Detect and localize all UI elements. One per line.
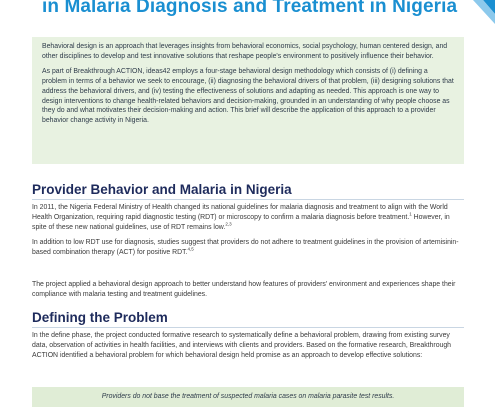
section2-paragraph-1: In the define phase, the project conducted formative research to systematically define a behavioral problem, drawing from existing survey data, observation of activities in health facilities, and interviews with clients and providers. Based on the formative research, Breakthrough ACTION identified a behavioral problem for which behavioral design held promise as an approach to develop effective solutions: bbox=[32, 332, 452, 359]
problem-callout-text: Providers do not base the treatment of suspected malaria cases on malaria parasite test results. bbox=[101, 393, 395, 400]
reference-marker: 1 bbox=[409, 211, 412, 217]
corner-decoration bbox=[455, 0, 495, 30]
section-divider bbox=[32, 327, 464, 328]
section1-paragraph-1 bbox=[32, 203, 462, 232]
document-title: in Malaria Diagnosis and Treatment in Nigeria bbox=[42, 0, 458, 17]
section1-paragraph-1-text: In 2011, the Nigeria Federal Ministry of Health changed its national guidelines for malaria diagnosis and treatment to align with the World Health Organization, requiring rapid diagnostic testing (RDT) or microscopy to confirm a malaria diagnosis before treatment. bbox=[32, 204, 448, 221]
reference-marker: 2,3 bbox=[225, 221, 232, 227]
section-heading-defining-problem: Defining the Problem bbox=[32, 310, 168, 325]
section1-paragraph-2-text: In addition to low RDT use for diagnosis, studies suggest that providers do not adhere to treatment guidelines in the provision of artemisinin-based combination therapy (ACT) for positive RDT. bbox=[32, 239, 459, 256]
section1-paragraph-2 bbox=[32, 238, 462, 258]
section-divider bbox=[32, 199, 464, 200]
reference-marker: 4,5 bbox=[187, 246, 194, 252]
title-area bbox=[0, 0, 495, 30]
intro-box bbox=[32, 37, 464, 164]
intro-paragraph-1: Behavioral design is an approach that leverages insights from behavioral economics, social psychology, human centered design, and other disciplines to develop and test innovative solutions that reshape people's environment to positively influence their behavior. bbox=[42, 43, 448, 60]
section1-paragraph-1-tail: However, in spite of these new national guidelines, use of RDT remains low. bbox=[32, 213, 450, 231]
section1-paragraph-3: The project applied a behavioral design approach to better understand how features of providers' environment and experiences shape their compliance with malaria testing and treatment guidelines. bbox=[32, 281, 456, 298]
section-heading-provider-behavior: Provider Behavior and Malaria in Nigeria bbox=[32, 182, 292, 197]
intro-paragraph-2: As part of Breakthrough ACTION, ideas42 employs a four-stage behavioral design methodology which consists of (i) defining a problem in terms of a behavior we seek to encourage, (ii) diagnosing the behavioral drivers of that problem, (iii) designing solutions that address the behavioral drivers, and (iv) testing the effectiveness of solutions and adapting as needed. This approach is one way to design interventions to change health-related behaviors and decision-making, grounded in an understanding of why people choose as they do and what motivates their decision-making and action. This brief will describe the application of this approach to a provider behavior change activity in Nigeria. bbox=[42, 68, 454, 124]
problem-callout bbox=[32, 387, 464, 407]
